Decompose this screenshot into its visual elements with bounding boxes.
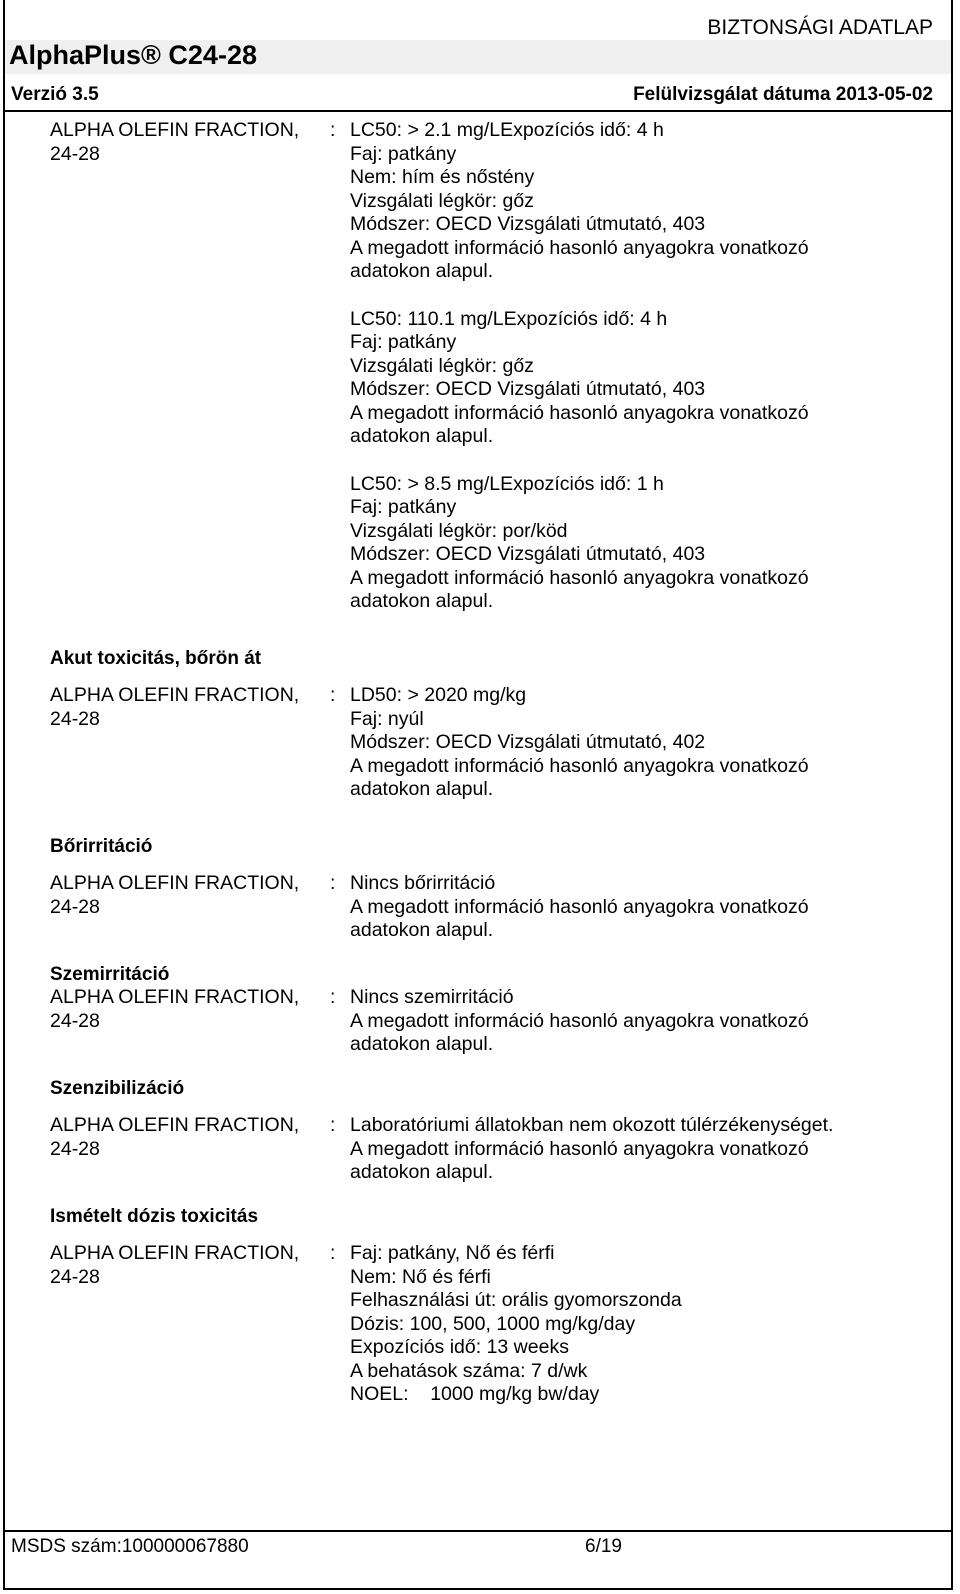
repeated-dose-values: Faj: patkány, Nő és férfi Nem: Nő és férfi Felhasználási út: orális gyomorszonda Dózis: 100, 500, 1000 mg/kg/day Expozíciós idő: 13 weeks A behatások száma: 7 d/wk NOEL: 1000 mg/kg bw/day [350, 1242, 682, 1405]
header-divider [5, 110, 951, 112]
colon-separator: : [330, 1242, 336, 1264]
dermal-entry [50, 684, 930, 802]
colon-separator: : [330, 684, 336, 706]
colon-separator: : [330, 119, 336, 141]
section-heading-sensitization: Szenzibilizáció [50, 1077, 185, 1099]
substance-name: ALPHA OLEFIN FRACTION, 24-28 [50, 119, 300, 165]
document-type: BIZTONSÁGI ADATLAP [707, 16, 933, 39]
section-heading-skin: Bőrirritáció [50, 835, 153, 857]
inhalation-values-1: LC50: > 2.1 mg/LExpozíciós idő: 4 h Faj: patkány Nem: hím és nőstény Vizsgálati légkör: gőz Módszer: OECD Vizsgálati útmutató, 403 A megadott információ hasonló anyagokra vonatkozó adatokon alapul. LC50: 110.1 mg/LExpozíciós idő: 4 h Faj: patkány Vizsgálati légkör: gőz Módszer: OECD Vizsgálati útmutató, 403 A megadott információ hasonló anyagokra vonatkozó adatokon alapul. LC50: > 8.5 mg/LExpozíciós idő: 1 h Faj: patkány Vizsgálati légkör: por/köd Módszer: OECD Vizsgálati útmutató, 403 A megadott információ hasonló anyagokra vonatkozó adatokon alapul. [350, 119, 809, 612]
eye-entry [50, 986, 930, 1057]
footer-divider [5, 1530, 951, 1532]
section-heading-eye: Szemirritáció [50, 963, 170, 985]
colon-separator: : [330, 986, 336, 1008]
section-heading-repeated-dose: Ismételt dózis toxicitás [50, 1205, 259, 1227]
substance-name: ALPHA OLEFIN FRACTION, 24-28 [50, 684, 300, 730]
substance-name: ALPHA OLEFIN FRACTION, 24-28 [50, 1242, 300, 1288]
repeated-dose-entry [50, 1242, 930, 1407]
colon-separator: : [330, 872, 336, 894]
skin-values: Nincs bőrirritáció A megadott információ hasonló anyagokra vonatkozó adatokon alapul. [350, 872, 809, 941]
msds-number: MSDS szám:100000067880 [11, 1536, 249, 1557]
section-heading-dermal: Akut toxicitás, bőrön át [50, 647, 262, 669]
substance-name: ALPHA OLEFIN FRACTION, 24-28 [50, 1114, 300, 1160]
eye-values: Nincs szemirritáció A megadott információ hasonló anyagokra vonatkozó adatokon alapul. [350, 986, 809, 1055]
product-name: AlphaPlus® C24-28 [9, 40, 257, 70]
sensitization-values: Laboratóriumi állatokban nem okozott túlérzékenységet. A megadott információ hasonló anyagokra vonatkozó adatokon alapul. [350, 1114, 834, 1183]
skin-entry [50, 872, 930, 943]
version-label: Verzió 3.5 [11, 84, 99, 105]
sensitization-entry [50, 1114, 930, 1185]
dermal-values: LD50: > 2020 mg/kg Faj: nyúl Módszer: OECD Vizsgálati útmutató, 402 A megadott információ hasonló anyagokra vonatkozó adatokon alapul. [350, 684, 809, 800]
review-date: Felülvizsgálat dátuma 2013-05-02 [633, 84, 933, 105]
page-number: 6/19 [585, 1536, 622, 1557]
document-page [3, 0, 953, 1590]
page-content [50, 119, 930, 1407]
substance-name: ALPHA OLEFIN FRACTION, 24-28 [50, 872, 300, 918]
inhalation-entry [50, 119, 930, 614]
colon-separator: : [330, 1114, 336, 1136]
substance-name: ALPHA OLEFIN FRACTION, 24-28 [50, 986, 300, 1032]
